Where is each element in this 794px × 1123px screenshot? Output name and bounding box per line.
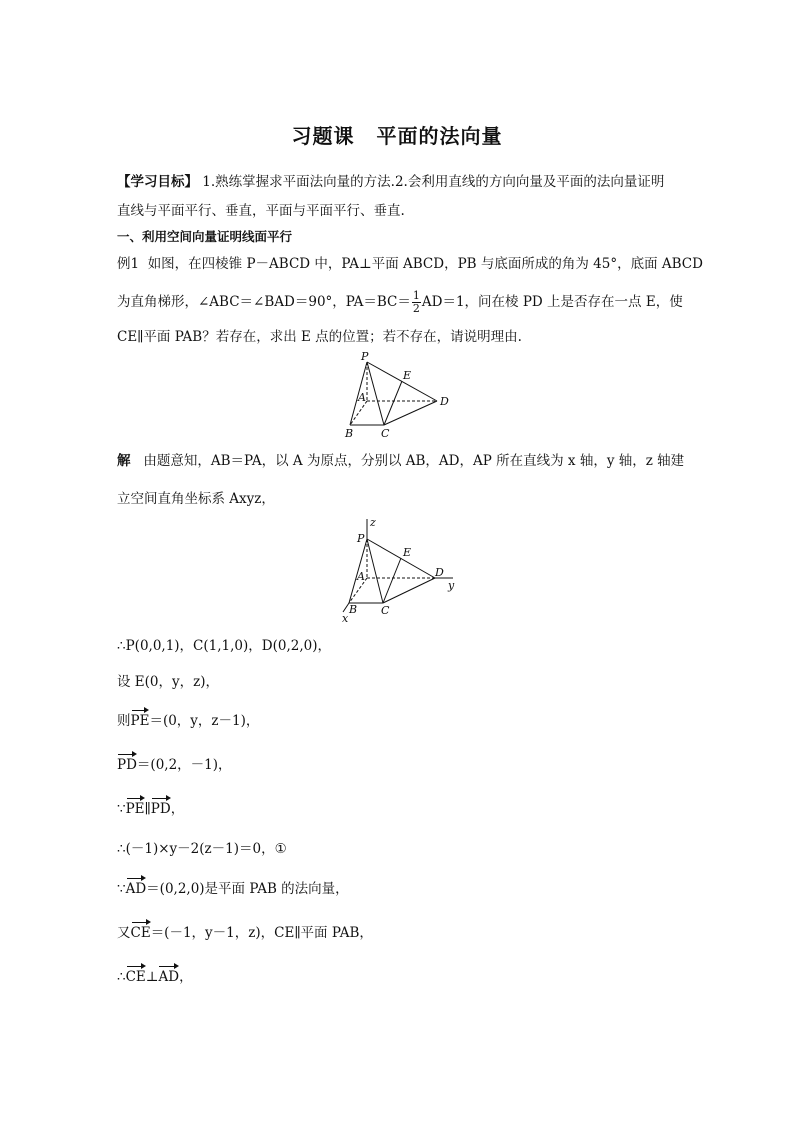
section-heading: 一、利用空间向量证明线面平行 xyxy=(117,229,293,244)
vector-PD: PD xyxy=(117,757,137,773)
fig2-label-y: y xyxy=(448,579,455,592)
step-2: 设 E(0，y，z)， xyxy=(117,674,220,690)
example-label: 例1 xyxy=(117,256,140,272)
objective-line-2: 直线与平面平行、垂直，平面与平面平行、垂直. xyxy=(117,203,405,219)
fraction-one-half: $\frac{1}{2}$ xyxy=(412,289,420,315)
example-line-2 xyxy=(117,290,683,315)
example-text-2b: AD＝1，问在棱 PD 上是否存在一点 E，使 xyxy=(421,294,683,310)
fig1-label-B: B xyxy=(345,427,354,440)
solution-label: 解 xyxy=(117,453,131,469)
fig2-label-x: x xyxy=(342,612,349,625)
title-part1: 习题课 xyxy=(291,124,355,148)
example-text-1: 如图，在四棱锥 P－ABCD 中，PA⊥平面 ABCD，PB 与底面所成的角为 45°，底面 ABCD xyxy=(147,256,703,272)
fig2-label-P: P xyxy=(357,532,365,545)
fig1-label-P: P xyxy=(361,350,369,363)
solution-line-2: 立空间直角坐标系 Axyz， xyxy=(117,491,275,507)
fig2-label-E: E xyxy=(403,546,412,559)
vector-CE: CE xyxy=(130,925,151,941)
vector-PD: PD xyxy=(150,801,171,817)
vector-AD: AD xyxy=(158,969,180,985)
fig2-label-D: D xyxy=(435,566,444,579)
vector-PE: PE xyxy=(130,713,150,729)
vector-AD: AD xyxy=(125,881,147,897)
fig1-label-C: C xyxy=(381,427,390,440)
step-7: ∵AD＝(0,2,0)是平面 PAB 的法向量， xyxy=(117,881,349,897)
solution-text-1: 由题意知，AB＝PA，以 A 为原点，分别以 AB，AD，AP 所在直线为 x 轴，y 轴，z 轴建 xyxy=(143,453,685,469)
objective-tag: 【学习目标】 xyxy=(117,174,198,190)
example-text-2a: 为直角梯形，∠ABC＝∠BAD＝90°，PA＝BC＝ xyxy=(117,294,411,310)
step-6: ∴(－1)×y－2(z－1)＝0，① xyxy=(117,841,287,857)
solution-line-1 xyxy=(117,451,684,471)
vector-CE: CE xyxy=(125,969,146,985)
fig1-label-E: E xyxy=(403,369,412,382)
step-9: ∴CE⊥AD， xyxy=(117,969,193,985)
fig2-label-z: z xyxy=(370,516,376,529)
objective-text-1: 1.熟练掌握求平面法向量的方法.2.会利用直线的方向向量及平面的法向量证明 xyxy=(202,174,665,190)
step-5: ∵PE∥PD， xyxy=(117,801,185,817)
step-8: 又CE＝(－1，y－1，z)，CE∥平面 PAB， xyxy=(117,925,373,941)
fig2-label-B: B xyxy=(349,603,358,616)
step-1: ∴P(0,0,1)，C(1,1,0)，D(0,2,0)， xyxy=(117,638,331,654)
fig2-label-C: C xyxy=(381,604,390,617)
fig1-label-A: A xyxy=(358,391,366,404)
objective-line-1 xyxy=(117,172,664,192)
figure-pyramid-1 xyxy=(330,348,470,440)
example-line-1 xyxy=(117,254,703,274)
fig2-label-A: A xyxy=(357,570,365,583)
step-3: 则PE＝(0，y，z－1)， xyxy=(117,713,260,729)
vector-PE: PE xyxy=(125,801,145,817)
page-title xyxy=(0,120,794,149)
figure-pyramid-2 xyxy=(335,515,465,625)
fig1-label-D: D xyxy=(440,395,449,408)
title-part2: 平面的法向量 xyxy=(376,124,503,148)
example-line-3: CE∥平面 PAB？若存在，求出 E 点的位置；若不存在，请说明理由. xyxy=(117,329,522,345)
step-4: PD＝(0,2，－1)， xyxy=(117,757,232,773)
